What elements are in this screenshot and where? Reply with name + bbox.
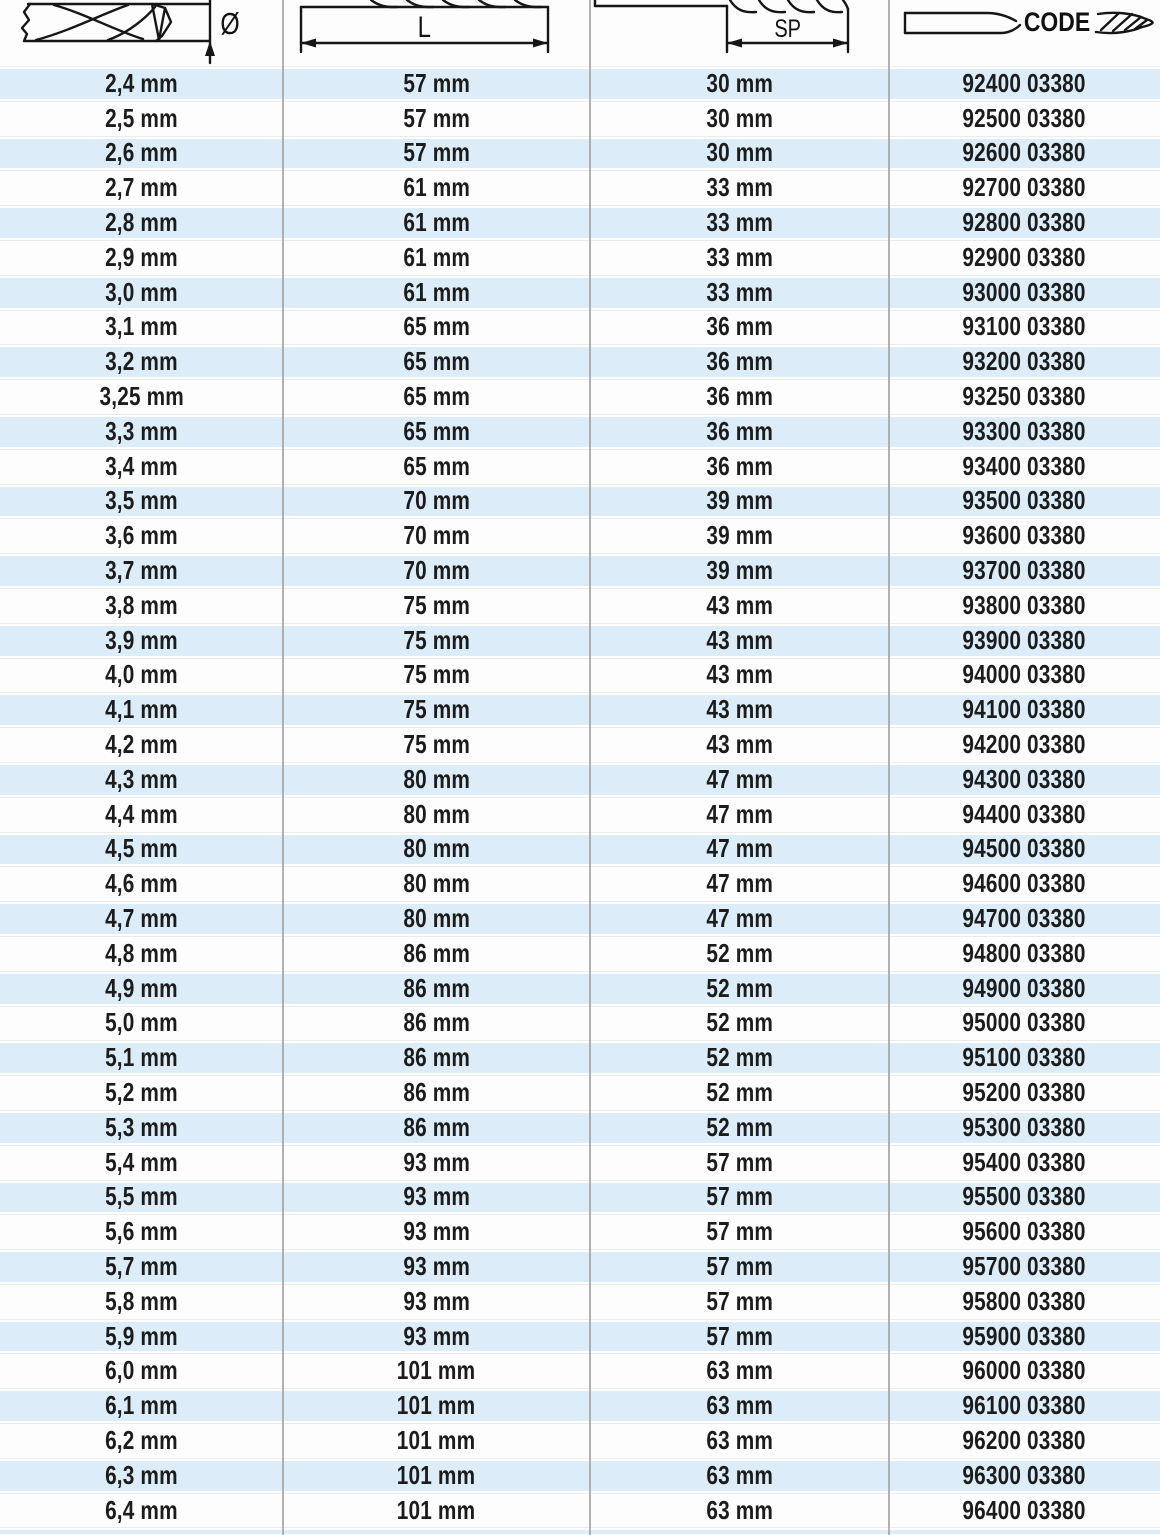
overall_length-cell: 93 mm — [403, 1285, 470, 1316]
diameter-cell: 4,7 mm — [105, 903, 178, 934]
overall_length-cell: 70 mm — [403, 485, 470, 516]
overall_length-cell: 57 mm — [403, 67, 470, 98]
flute_length-cell: 30 mm — [706, 67, 773, 98]
flute_length-cell: 30 mm — [706, 102, 773, 133]
diameter-cell: 4,3 mm — [105, 763, 178, 794]
table-row — [0, 414, 1160, 449]
flute_length-cell: 43 mm — [706, 624, 773, 655]
overall_length-cell: 57 mm — [403, 102, 470, 133]
table-row — [0, 727, 1160, 762]
diameter-cell: 2,6 mm — [105, 137, 178, 168]
code-cell: 93600 03380 — [962, 520, 1087, 551]
table-row — [0, 1353, 1160, 1388]
overall_length-cell: 61 mm — [403, 241, 470, 272]
table-row — [0, 832, 1160, 867]
table-row — [0, 1423, 1160, 1458]
table-row — [0, 553, 1160, 588]
code-cell: 93200 03380 — [962, 346, 1087, 377]
diameter-cell: 4,5 mm — [105, 833, 178, 864]
flute_length-cell: 52 mm — [706, 937, 773, 968]
flute_length-cell: 33 mm — [706, 276, 773, 307]
overall_length-cell: 80 mm — [403, 868, 470, 899]
flute_length-cell: 63 mm — [706, 1459, 773, 1490]
overall_length-cell: 75 mm — [403, 659, 470, 690]
diameter-cell: 3,25 mm — [99, 381, 184, 412]
flute_length-cell: 63 mm — [706, 1424, 773, 1455]
column-divider — [589, 0, 591, 1535]
flute_length-cell: 39 mm — [706, 485, 773, 516]
table-row — [0, 518, 1160, 553]
overall_length-cell: 93 mm — [403, 1216, 470, 1247]
diameter-cell: 6,1 mm — [105, 1390, 178, 1421]
diameter-cell: 5,9 mm — [105, 1320, 178, 1351]
table-row — [0, 1458, 1160, 1493]
flute_length-cell: 36 mm — [706, 415, 773, 446]
diameter-cell: 5,2 mm — [105, 1077, 178, 1107]
code-cell: 94900 03380 — [962, 972, 1087, 1003]
code-cell: 94600 03380 — [962, 868, 1087, 899]
table-body — [0, 66, 1160, 1534]
table-row — [0, 1075, 1160, 1110]
table-row — [0, 136, 1160, 171]
diameter-cell: 2,9 mm — [105, 241, 178, 272]
diameter-cell: 5,3 mm — [105, 1111, 178, 1142]
overall_length-cell: 101 mm — [397, 1355, 476, 1386]
code-cell: 93400 03380 — [962, 450, 1087, 481]
table-header — [0, 0, 1160, 66]
overall_length-cell: 101 mm — [397, 1494, 476, 1525]
table-row — [0, 1388, 1160, 1423]
flute_length-cell: 52 mm — [706, 1007, 773, 1038]
table-row — [0, 901, 1160, 936]
flute_length-cell: 57 mm — [706, 1216, 773, 1247]
diameter-cell: 3,8 mm — [105, 589, 178, 620]
code-cell: 93800 03380 — [962, 589, 1087, 620]
overall_length-cell: 75 mm — [403, 729, 470, 760]
overall_length-cell: 61 mm — [403, 276, 470, 307]
flute_length-cell: 47 mm — [706, 833, 773, 864]
diameter-cell: 2,5 mm — [105, 102, 178, 133]
diameter-cell: 4,0 mm — [105, 659, 178, 690]
overall_length-cell: 86 mm — [403, 1042, 470, 1073]
table-row — [0, 762, 1160, 797]
overall_length-cell: 93 mm — [403, 1146, 470, 1177]
code-cell: 93250 03380 — [962, 381, 1087, 412]
table-row — [0, 797, 1160, 832]
code-cell: 93700 03380 — [962, 555, 1087, 586]
code-cell: 95900 03380 — [962, 1320, 1087, 1351]
overall_length-cell: 65 mm — [403, 381, 470, 412]
flute_length-cell: 47 mm — [706, 868, 773, 899]
overall_length-cell: 86 mm — [403, 1111, 470, 1142]
overall_length-cell: 75 mm — [403, 589, 470, 620]
diameter-cell: 2,7 mm — [105, 172, 178, 203]
flute_length-cell: 43 mm — [706, 729, 773, 760]
code-cell: 94100 03380 — [962, 694, 1087, 725]
flute_length-cell: 36 mm — [706, 311, 773, 342]
code-cell: 93100 03380 — [962, 311, 1087, 342]
flute_length-cell: 36 mm — [706, 381, 773, 412]
flute_length-cell: 57 mm — [706, 1250, 773, 1281]
flute_length-cell: 52 mm — [706, 1077, 773, 1107]
table-row — [0, 588, 1160, 623]
code-cell: 96000 03380 — [962, 1355, 1087, 1386]
code-cell: 95300 03380 — [962, 1111, 1087, 1142]
overall_length-cell: 93 mm — [403, 1250, 470, 1281]
code-cell: 95500 03380 — [962, 1181, 1087, 1212]
diameter-cell: 2,4 mm — [105, 67, 178, 98]
flute_length-cell: 47 mm — [706, 903, 773, 934]
overall_length-cell: 86 mm — [403, 937, 470, 968]
flute_length-cell: 39 mm — [706, 555, 773, 586]
code-cell: 92700 03380 — [962, 172, 1087, 203]
overall_length-cell: 61 mm — [403, 172, 470, 203]
diameter-cell: 6,0 mm — [105, 1355, 178, 1386]
diameter-cell: 4,4 mm — [105, 798, 178, 829]
table-row — [0, 1180, 1160, 1215]
diameter-cell: 4,8 mm — [105, 937, 178, 968]
flute_length-cell: 63 mm — [706, 1494, 773, 1525]
header-flute-length — [590, 0, 889, 66]
diameter-cell: 3,3 mm — [105, 415, 178, 446]
code-cell: 94800 03380 — [962, 937, 1087, 968]
diameter-cell: 5,6 mm — [105, 1216, 178, 1247]
code-cell: 95700 03380 — [962, 1250, 1087, 1281]
diameter-symbol: Ø — [220, 6, 240, 41]
diameter-cell: 3,5 mm — [105, 485, 178, 516]
code-cell: 92400 03380 — [962, 67, 1087, 98]
flute_length-cell: 52 mm — [706, 1042, 773, 1073]
overall_length-cell: 57 mm — [403, 137, 470, 168]
flute-length-symbol: SP — [774, 15, 801, 43]
overall_length-cell: 80 mm — [403, 798, 470, 829]
diameter-cell: 4,9 mm — [105, 972, 178, 1003]
diameter-cell: 3,1 mm — [105, 311, 178, 342]
code-cell: 93300 03380 — [962, 415, 1087, 446]
table-row — [0, 936, 1160, 971]
overall_length-cell: 65 mm — [403, 346, 470, 377]
table-row — [0, 1319, 1160, 1354]
partial-row — [0, 1527, 1160, 1534]
flute_length-cell: 57 mm — [706, 1181, 773, 1212]
overall_length-cell: 101 mm — [397, 1424, 476, 1455]
table-row — [0, 623, 1160, 658]
code-cell: 92500 03380 — [962, 102, 1087, 133]
table-row — [0, 205, 1160, 240]
flute_length-cell: 52 mm — [706, 1111, 773, 1142]
diameter-cell: 6,2 mm — [105, 1424, 178, 1455]
code-cell: 92800 03380 — [962, 207, 1087, 238]
overall_length-cell: 75 mm — [403, 624, 470, 655]
diameter-cell: 6,3 mm — [105, 1459, 178, 1490]
flute_length-cell: 43 mm — [706, 694, 773, 725]
code-cell: 95400 03380 — [962, 1146, 1087, 1177]
table-row — [0, 310, 1160, 345]
code-cell: 96100 03380 — [962, 1390, 1087, 1421]
code-cell: 94200 03380 — [962, 729, 1087, 760]
table-row — [0, 484, 1160, 519]
code-cell: 92900 03380 — [962, 241, 1087, 272]
overall_length-cell: 80 mm — [403, 903, 470, 934]
diameter-cell: 5,5 mm — [105, 1181, 178, 1212]
table-row — [0, 1249, 1160, 1284]
code-cell: 96200 03380 — [962, 1424, 1087, 1455]
table-row — [0, 658, 1160, 693]
code-cell: 95100 03380 — [962, 1042, 1087, 1073]
table-row — [0, 1214, 1160, 1249]
table-row — [0, 240, 1160, 275]
table-row — [0, 379, 1160, 414]
flute_length-cell: 47 mm — [706, 798, 773, 829]
code-cell: 95200 03380 — [962, 1077, 1087, 1107]
diameter-cell: 2,8 mm — [105, 207, 178, 238]
flute_length-cell: 33 mm — [706, 241, 773, 272]
diameter-cell: 4,1 mm — [105, 694, 178, 725]
code-cell: 94300 03380 — [962, 763, 1087, 794]
table-row — [0, 101, 1160, 136]
overall_length-cell: 101 mm — [397, 1390, 476, 1421]
table-row — [0, 170, 1160, 205]
code-cell: 96300 03380 — [962, 1459, 1087, 1490]
flute_length-cell: 52 mm — [706, 972, 773, 1003]
table-row — [0, 449, 1160, 484]
column-divider — [282, 0, 284, 1535]
diameter-cell: 3,0 mm — [105, 276, 178, 307]
overall_length-cell: 70 mm — [403, 520, 470, 551]
column-divider — [888, 0, 890, 1535]
table-row — [0, 971, 1160, 1006]
diameter-cell: 6,4 mm — [105, 1494, 178, 1525]
overall_length-cell: 101 mm — [397, 1459, 476, 1490]
overall_length-cell: 93 mm — [403, 1320, 470, 1351]
code-cell: 94700 03380 — [962, 903, 1087, 934]
overall_length-cell: 65 mm — [403, 311, 470, 342]
flute_length-cell: 33 mm — [706, 172, 773, 203]
diameter-cell: 3,6 mm — [105, 520, 178, 551]
flute_length-cell: 36 mm — [706, 346, 773, 377]
code-cell: 93500 03380 — [962, 485, 1087, 516]
diameter-cell: 5,8 mm — [105, 1285, 178, 1316]
overall_length-cell: 65 mm — [403, 415, 470, 446]
code-cell: 95000 03380 — [962, 1007, 1087, 1038]
table-row — [0, 1006, 1160, 1041]
flute_length-cell: 33 mm — [706, 207, 773, 238]
table-row — [0, 275, 1160, 310]
flute_length-cell: 47 mm — [706, 763, 773, 794]
diameter-cell: 3,9 mm — [105, 624, 178, 655]
flute_length-cell: 57 mm — [706, 1285, 773, 1316]
table-row — [0, 1493, 1160, 1528]
table-row — [0, 692, 1160, 727]
overall_length-cell: 65 mm — [403, 450, 470, 481]
code-cell: 92600 03380 — [962, 137, 1087, 168]
flute_length-cell: 39 mm — [706, 520, 773, 551]
code-label: CODE — [1023, 7, 1091, 37]
flute_length-cell: 63 mm — [706, 1355, 773, 1386]
table-row — [0, 344, 1160, 379]
table-row — [0, 1145, 1160, 1180]
overall_length-cell: 75 mm — [403, 694, 470, 725]
code-cell: 94500 03380 — [962, 833, 1087, 864]
code-cell: 95600 03380 — [962, 1216, 1087, 1247]
flute_length-cell: 43 mm — [706, 589, 773, 620]
code-cell: 93000 03380 — [962, 276, 1087, 307]
code-cell: 96400 03380 — [962, 1494, 1087, 1525]
length-symbol: L — [417, 11, 432, 44]
overall_length-cell: 86 mm — [403, 972, 470, 1003]
table-row — [0, 1284, 1160, 1319]
table-row — [0, 1040, 1160, 1075]
header-overall-length — [283, 0, 590, 66]
header-diameter — [0, 0, 283, 66]
code-cell: 95800 03380 — [962, 1285, 1087, 1316]
code-cell: 93900 03380 — [962, 624, 1087, 655]
overall_length-cell: 86 mm — [403, 1077, 470, 1107]
flute_length-cell: 36 mm — [706, 450, 773, 481]
code-cell: 94400 03380 — [962, 798, 1087, 829]
diameter-cell: 4,6 mm — [105, 868, 178, 899]
table-row — [0, 66, 1160, 101]
overall_length-cell: 80 mm — [403, 763, 470, 794]
header-code — [889, 0, 1160, 66]
code-cell: 94000 03380 — [962, 659, 1087, 690]
flute_length-cell: 30 mm — [706, 137, 773, 168]
table-row — [0, 1110, 1160, 1145]
diameter-cell: 5,0 mm — [105, 1007, 178, 1038]
overall_length-cell: 70 mm — [403, 555, 470, 586]
diameter-cell: 4,2 mm — [105, 729, 178, 760]
flute_length-cell: 57 mm — [706, 1146, 773, 1177]
flute_length-cell: 43 mm — [706, 659, 773, 690]
overall_length-cell: 61 mm — [403, 207, 470, 238]
flute_length-cell: 57 mm — [706, 1320, 773, 1351]
overall_length-cell: 80 mm — [403, 833, 470, 864]
diameter-cell: 5,7 mm — [105, 1250, 178, 1281]
diameter-cell: 5,4 mm — [105, 1146, 178, 1177]
diameter-cell: 3,2 mm — [105, 346, 178, 377]
table-row — [0, 866, 1160, 901]
diameter-cell: 3,4 mm — [105, 450, 178, 481]
diameter-cell: 5,1 mm — [105, 1042, 178, 1073]
overall_length-cell: 86 mm — [403, 1007, 470, 1038]
diameter-cell: 3,7 mm — [105, 555, 178, 586]
flute_length-cell: 63 mm — [706, 1390, 773, 1421]
overall_length-cell: 93 mm — [403, 1181, 470, 1212]
